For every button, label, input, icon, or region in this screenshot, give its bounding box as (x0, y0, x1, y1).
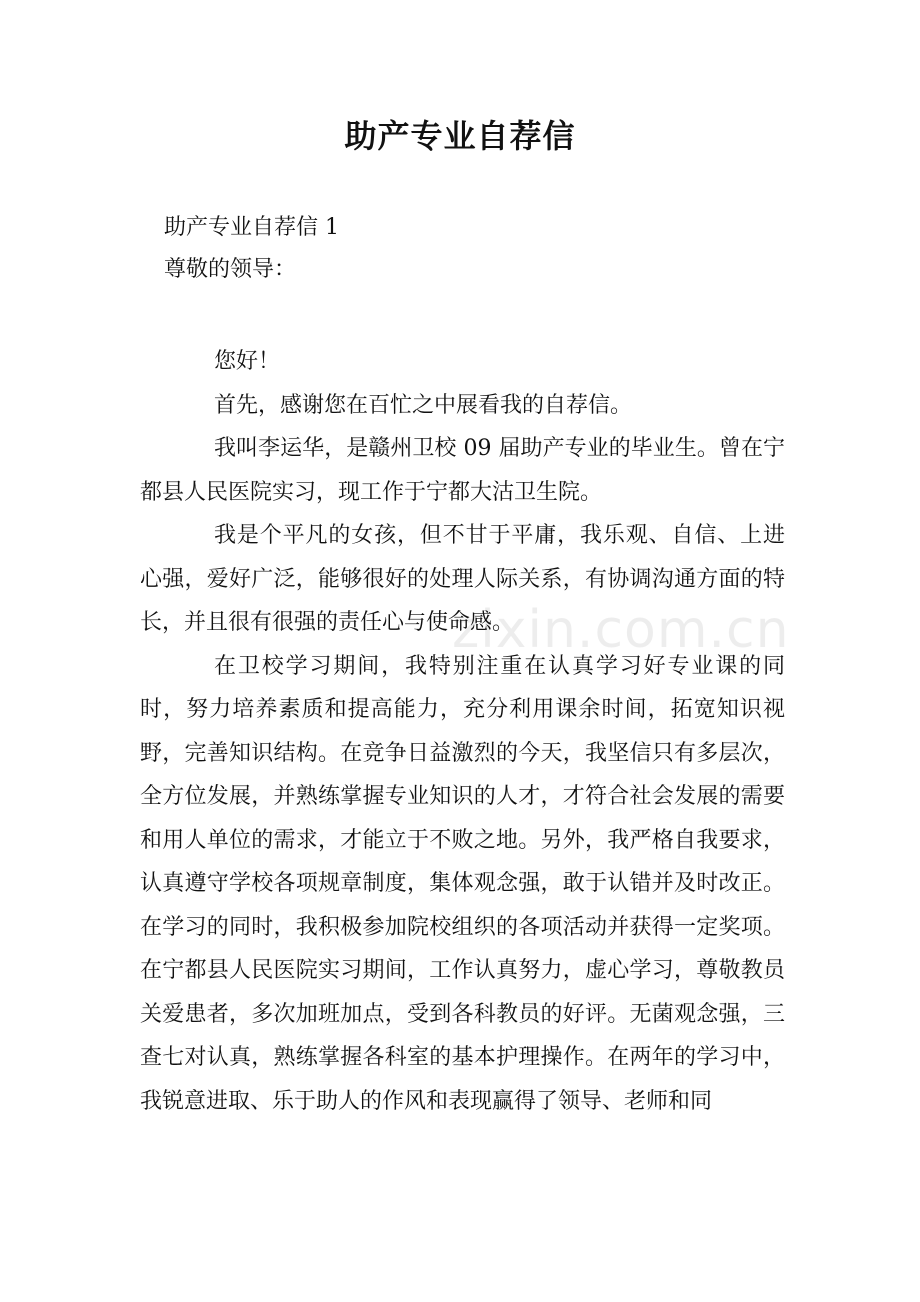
paragraph-thanks: 首先，感谢您在百忙之中展看我的自荐信。 (214, 392, 633, 418)
document-title: 助产专业自荐信 (344, 117, 576, 155)
watermark: zixin.com.cn (452, 600, 790, 660)
paragraph-study-experience: 在卫校学习期间，我特别注重在认真学习好专业课的同时，努力培养素质和提高能力，充分利用课余时间，拓宽知识视野，完善知识结构。在竞争日益激烈的今天，我坚信只有多层次，全方位发展，并熟练掌握专业知识的人才，才符合社会发展的需要和用人单位的需求，才能立于不败之地。另外，我严格自我要求，认真遵守学校各项规章制度，集体观念强，敢于认错并及时改正。在学习的同时，我积极参加院校组织的各项活动并获得一定奖项。在宁都县人民医院实习期间，工作认真努力，虚心学习，尊敬教员关爱患者，多次加班加点，受到各科教员的好评。无菌观念强，三查七对认真，熟练掌握各科室的基本护理操作。在两年的学习中，我锐意进取、乐于助人的作风和表现赢得了领导、老师和同 (140, 653, 785, 1114)
letter-body (140, 340, 785, 1123)
letter-subheading: 助产专业自荐信 1 (164, 215, 339, 240)
paragraph-introduction: 我叫李运华，是赣州卫校 09 届助产专业的毕业生。曾在宁都县人民医院实习，现工作于宁都大沽卫生院。 (140, 436, 785, 505)
paragraph-personality: 我是个平凡的女孩，但不甘于平庸，我乐观、自信、上进心强，爱好广泛，能够很好的处理人际关系，有协调沟通方面的特长，并且很有很强的责任心与使命感。 (140, 523, 785, 635)
paragraph-greeting: 您好！ (214, 349, 281, 374)
letter-salutation: 尊敬的领导： (164, 257, 297, 282)
